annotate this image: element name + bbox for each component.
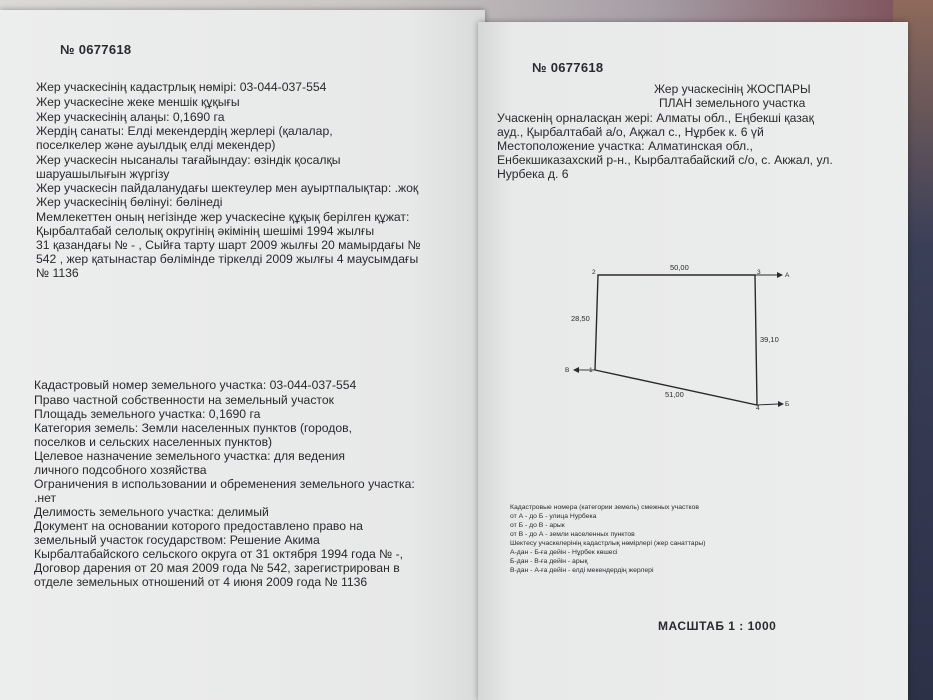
parcel-boundary [595,275,757,405]
arrow-a-label: А [785,272,790,279]
kz-line: Қырбалтабай селолық округінің әкімінің шешімі 1994 жылғы [36,224,375,238]
kz-line: Жер учаскесінің алаңы: 0,1690 га [36,110,225,124]
ru-line: Кадастровый номер земельного участка: 03-044-037-554 [34,378,357,392]
kz-line: Жер учаскесін нысаналы тағайындау: өзіндік қосалқы [36,153,341,167]
ru-line: Категория земель: Земли населенных пунктов (городов, [34,421,352,435]
kz-line: 542 , жер қатынастар бөлімінде тіркелді 2009 жылғы 4 маусымдағы [36,252,419,266]
ru-line: отделе земельных отношений от 4 июня 2009 года № 1136 [34,575,368,589]
dimension-bottom-label: 51,00 [665,390,684,399]
legend-line: Кадастровые номера (категории земель) смежных участков [510,504,699,511]
location-line: Нурбека д. 6 [497,167,569,181]
ru-line: поселков и сельских населенных пунктов) [34,435,273,449]
kz-line: 31 қазандағы № - , Сыйға тарту шарт 2009 жылғы 20 мамырдағы № [36,238,421,252]
arrow-a-head [777,272,783,278]
plan-title-ru: ПЛАН земельного участка [659,96,806,110]
legend-line: Б-дан - В-ға дейін - арық [510,558,588,565]
kz-line: Жердің санаты: Елді мекендердің жерлері (қалалар, [36,124,333,138]
ru-line: Делимость земельного участка: делимый [34,505,269,519]
ru-line: Договор дарения от 20 мая 2009 года № 542, зарегистрирован в [34,561,400,575]
dimension-top-label: 50,00 [670,263,689,272]
legend-line: Шектесу учаскелерінің кадастрлық нөмірлері (жер санаттары) [510,540,706,547]
kz-line: Жер учаскесінің бөлінуі: бөлінеді [36,195,223,209]
corner-2-label: 2 [592,269,596,276]
ru-line: Ограничения в использовании и обременения земельного участка: [34,477,415,491]
location-line: Енбекшиказахский р-н., Кырбалтабайский с/о, с. Акжал, ул. [497,153,833,167]
corner-3-label: 3 [757,269,761,276]
location-line: Учаскенің орналасқан жері: Алматы обл., Еңбекші қазақ [497,111,814,125]
arrow-b-line [757,404,778,405]
legend-line: В-дан - А-ға дейін - елді мекендердің жерлері [510,567,654,574]
left-doc-number: № 0677618 [60,42,132,57]
legend-line: от А - до Б - улица Нурбека [510,513,597,520]
corner-4-label: 4 [756,405,760,412]
location-line: Местоположение участка: Алматинская обл., [497,139,753,153]
right-doc-number: № 0677618 [532,60,604,75]
dimension-right-label: 39,10 [760,335,779,344]
ru-line: земельный участок государством: Решение Акима [34,533,320,547]
legend-line: от Б - до В - арык [510,522,565,529]
kz-line: Жер учаскесін пайдаланудағы шектеулер мен ауыртпалықтар: .жоқ [36,181,419,195]
ru-line: личного подсобного хозяйства [34,463,207,477]
kz-line: Жер учаскесіне жеке меншік құқығы [36,95,240,109]
parcel-plan-diagram [555,258,805,418]
plan-title-kz: Жер учаскесінің ЖОСПАРЫ [654,82,811,96]
arrow-v-head [573,367,579,373]
ru-line: .нет [34,491,57,505]
ru-line: Целевое назначение земельного участка: для ведения [34,449,346,463]
corner-1-label: 1 [589,367,593,374]
arrow-b-head [778,401,784,407]
kz-line: № 1136 [36,266,79,280]
legend-line: от В - до А - земли населенных пунктов [510,531,635,538]
kz-line: Мемлекеттен оның негізінде жер учаскесіне құқық берілген құжат: [36,210,410,224]
ru-line: Кырбалтабайского сельского округа от 31 октября 1994 года № -, [34,547,404,561]
kz-line: шаруашылығын жүргізу [36,167,170,181]
ru-line: Площадь земельного участка: 0,1690 га [34,407,261,421]
ru-line: Документ на основании которого предоставлено право на [34,519,363,533]
scale-label: МАСШТАБ 1 : 1000 [658,619,777,633]
arrow-v-label: В [565,367,570,374]
ru-line: Право частной собственности на земельный участок [34,393,334,407]
arrow-b-label: Б [785,401,790,408]
kz-line: поселкелер және ауылдық елді мекендер) [36,138,276,152]
kz-line: Жер учаскесінің кадастрлық нөмірі: 03-044-037-554 [36,80,327,94]
dimension-left-label: 28,50 [571,314,590,323]
legend-line: А-дан - Б-ға дейін - Нұрбек көшесі [510,549,618,556]
location-line: ауд., Қырбалтабай а/о, Ақжал с., Нұрбек к. 6 үй [497,125,764,139]
